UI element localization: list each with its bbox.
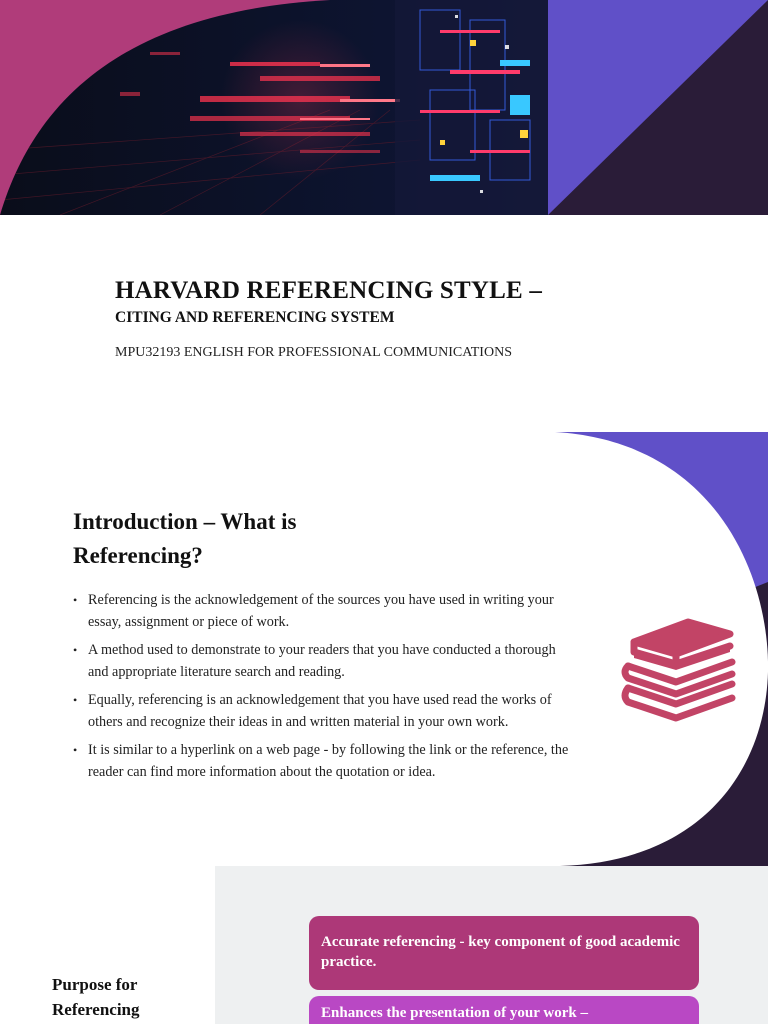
purpose-slide — [0, 866, 768, 1024]
purpose-card — [309, 996, 699, 1024]
presentation-title: HARVARD REFERENCING STYLE – — [115, 277, 543, 304]
list-item — [73, 640, 573, 683]
introduction-slide — [0, 432, 768, 866]
title-slide — [0, 0, 768, 432]
purpose-heading — [52, 972, 202, 1022]
heading-line-1: Introduction – What is — [73, 509, 297, 534]
bullet-text: It is similar to a hyperlink on a web page - by following the link or the reference, the reader can find more information about the quotation or idea. — [88, 742, 569, 780]
bullet-dot-icon: • — [73, 643, 78, 657]
card-text: Accurate referencing - key component of good academic practice. — [321, 934, 680, 970]
purpose-card — [309, 916, 699, 990]
course-name: MPU32193 ENGLISH FOR PROFESSIONAL COMMUNICATIONS — [115, 345, 512, 360]
books-icon — [620, 612, 738, 724]
bullet-text: Referencing is the acknowledgement of the sources you have used in writing your essay, assignment or piece of work. — [88, 592, 554, 630]
bullet-dot-icon: • — [73, 593, 78, 607]
data-tower — [395, 0, 548, 215]
hero-banner — [0, 0, 768, 215]
bullet-text: Equally, referencing is an acknowledgement that you have used read the works of others and recognize their ideas in and written material in your own work. — [88, 692, 552, 730]
card-text: Enhances the presentation of your work – — [321, 1005, 588, 1021]
title-block — [115, 276, 735, 362]
introduction-heading — [73, 505, 373, 573]
presentation-subtitle: CITING AND REFERENCING SYSTEM — [115, 309, 395, 326]
bullet-text: A method used to demonstrate to your readers that you have conducted a thorough and appropriate literature search and reading. — [88, 642, 556, 680]
bullet-list — [73, 590, 573, 790]
list-item — [73, 740, 573, 783]
heading-line-2: Referencing — [52, 1000, 140, 1019]
bullet-dot-icon: • — [73, 743, 78, 757]
heading-line-1: Purpose for — [52, 975, 138, 994]
bullet-dot-icon: • — [73, 693, 78, 707]
list-item — [73, 690, 573, 733]
heading-line-2: Referencing? — [73, 543, 203, 568]
list-item — [73, 590, 573, 633]
